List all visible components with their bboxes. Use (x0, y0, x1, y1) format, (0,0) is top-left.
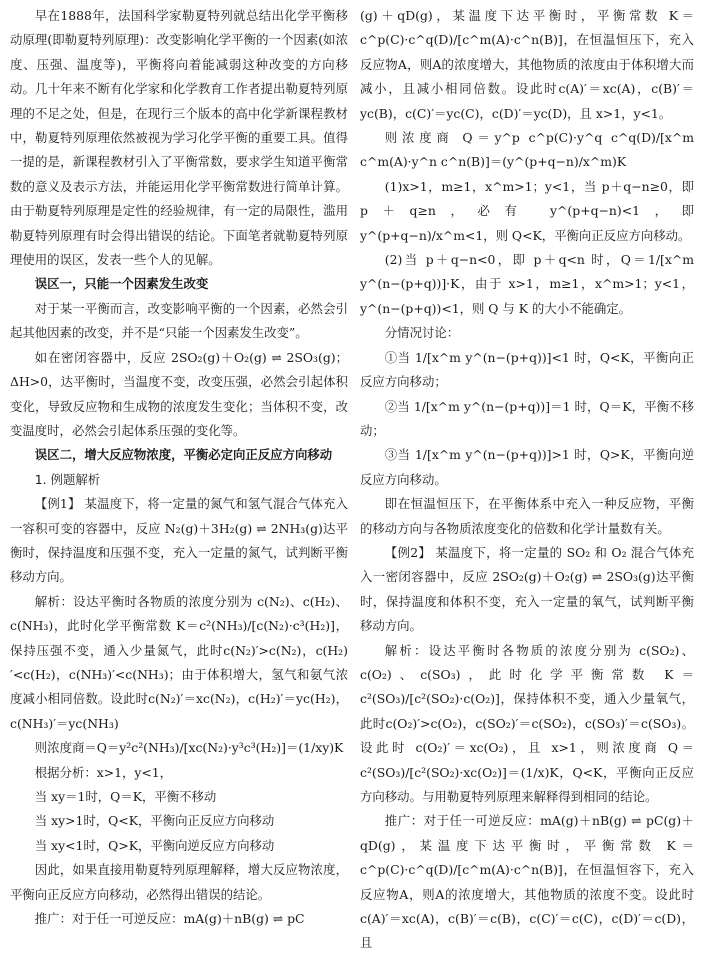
left-column-paragraph: 当 xy>1时，Q<K，平衡向正反应方向移动 (34, 813, 275, 829)
left-column-paragraph: 误区二，增大反应物浓度，平衡必定向正反应方向移动 (34, 447, 333, 463)
right-column-paragraph: ③当 1/[x^m y^(n−(p+q))]>1 时，Q>K，平衡向逆反应方向移动。 (360, 447, 694, 487)
right-column-paragraph: 推广：对于任一可逆反应：mA(g)＋nB(g) ⇌ pC(g)＋qD(g)，某温度下达平衡时，平衡常数 K＝c^p(C)·c^q(D)/[c^m(A)·c^n(B)]，在恒温恒容下，充入反应物A，则A的浓度增大，其他物质的浓度不变。设此时 c(A)′＝xc(A)，c(B)′＝c(B)，c(C)′＝c(C)，c(D)′＝c(D)，且 (360, 813, 694, 951)
left-column-paragraph: 误区一，只能一个因素发生改变 (34, 276, 209, 292)
right-column-paragraph: 即在恒温恒压下，在平衡体系中充入一种反应物，平衡的移动方向与各物质浓度变化的倍数和化学计量数有关。 (360, 496, 694, 536)
right-column-paragraph: (2)当 p＋q−n<0，即 p＋q<n 时，Q＝1/[x^m y^(n−(p+q))]·K，由于 x>1，m≥1，x^m>1；y<1，y^(n−(p+q))<1，则 Q 与 K 的大小不能确定。 (360, 252, 694, 316)
right-column-paragraph: ②当 1/[x^m y^(n−(p+q))]＝1 时，Q＝K，平衡不移动； (360, 398, 694, 438)
left-column (10, 4, 348, 931)
right-column-paragraph: 【例2】 某温度下，将一定量的 SO₂ 和 O₂ 混合气体充入一密闭容器中，反应 2SO₂(g)＋O₂(g) ⇌ 2SO₃(g)达平衡时，保持温度和体积不变，充入一定量的氧气，试判断平衡移动方向。 (360, 544, 694, 634)
right-column-paragraph: 分情况讨论： (384, 325, 460, 341)
left-column-paragraph: 根据分析：x>1，y<1， (34, 764, 173, 780)
left-column-paragraph: 如在密闭容器中，反应 2SO₂(g)＋O₂(g) ⇌ 2SO₃(g)；ΔH>0，达平衡时，当温度不变，改变压强，必然会引起体积变化，导致反应物和生成物的浓度发生变化；当体积不变，改变温度时，必然会引起体系压强的变化等。 (10, 349, 348, 438)
right-column-paragraph: (g)＋qD(g)，某温度下达平衡时，平衡常数 K＝c^p(C)·c^q(D)/[c^m(A)·c^n(B)]，在恒温恒压下，充入反应物A，则A的浓度增大，其他物质的浓度由于体积增大而减小，且减小相同倍数。设此时c(A)′＝xc(A)，c(B)′＝yc(B)，c(C)′＝yc(C)，c(D)′＝yc(D)，且 x>1，y<1。 (360, 8, 694, 121)
right-column-paragraph: 解析：设达平衡时各物质的浓度分别为 c(SO₂)、c(O₂)、c(SO₃)，此时化学平衡常数 K＝c²(SO₃)/[c²(SO₂)·c(O₂)]，保持体积不变，通入少量氧气，此时c(O₂)′>c(O₂)，c(SO₂)′＝c(SO₂)，c(SO₃)′＝c(SO₃)。设此时 c(O₂)′＝xc(O₂)，且 x>1，则浓度商 Q＝c²(SO₃)/[c²(SO₂)·xc(O₂)]＝(1/x)K，Q<K，平衡向正反应方向移动。与用勒夏特列原理来解释得到相同的结论。 (360, 642, 694, 804)
left-column-paragraph: 当 xy<1时，Q>K，平衡向逆反应方向移动 (34, 837, 275, 853)
left-column-paragraph: 对于某一平衡而言，改变影响平衡的一个因素，必然会引起其他因素的改变，并不是“只能一个因素发生改变”。 (10, 300, 348, 341)
right-column-paragraph: ①当 1/[x^m y^(n−(p+q))]<1 时，Q<K，平衡向正反应方向移动； (360, 349, 694, 390)
left-column-paragraph: 解析：设达平衡时各物质的浓度分别为 c(N₂)、c(H₂)、c(NH₃)，此时化学平衡常数 K＝c²(NH₃)/[c(N₂)·c³(H₂)]，保持压强不变，通入少量氮气，此时c(N₂)′>c(N₂)，c(H₂)′<c(H₂)，c(NH₃)′<c(NH₃)；由于体积增大，氢气和氨气浓度减小相同倍数。设此时c(N₂)′＝xc(N₂)，c(H₂)′＝yc(H₂)，c(NH₃)′＝yc(NH₃) (10, 593, 348, 731)
right-column-paragraph: 则浓度商 Q＝y^p c^p(C)·y^q c^q(D)/[x^m c^m(A)·y^n c^n(B)]＝(y^(p+q−n)/x^m)K (360, 130, 694, 170)
left-column-paragraph: 1. 例题解析 (34, 471, 101, 487)
right-column (360, 4, 694, 956)
right-column-paragraph: (1)x>1，m≥1，x^m>1；y<1，当 p＋q−n≥0，即 p＋q≥n，必有 y^(p+q−n)<1，即 y^(p+q−n)/x^m<1，则 Q<K，平衡向正反应方向移动。 (360, 178, 694, 243)
left-column-paragraph: 早在1888年，法国科学家勒夏特列就总结出化学平衡移动原理(即勒夏特列原理)：改变影响化学平衡的一个因素(如浓度、压强、温度等)，平衡将向着能减弱这种改变的方向移动。几十年来不断有化学家和化学教育工作者提出勒夏特列原理的不足之处，但是，在现行三个版本的高中化学新课程教材中，勒夏特列原理依然被视为学习化学平衡的重要工具。值得一提的是，新课程教材引入了平衡常数，要求学生知道平衡常数的意义及表示方法，并能运用化学平衡常数进行简单计算。由于勒夏特列原理是定性的经验规律，有一定的局限性，滥用勒夏特列原理有时会得出错误的结论。下面笔者就勒夏特列原理使用的误区，发表一些个人的见解。 (10, 8, 348, 268)
left-column-paragraph: 【例1】 某温度下，将一定量的氮气和氢气混合气体充入一容积可变的容器中，反应 N₂(g)＋3H₂(g) ⇌ 2NH₃(g)达平衡时，保持温度和压强不变，充入一定量的氮气，试判断平衡移动方向。 (10, 496, 348, 585)
left-column-paragraph: 则浓度商＝Q＝y²c²(NH₃)/[xc(N₂)·y³c³(H₂)]＝(1/xy)K (34, 740, 344, 756)
left-column-paragraph: 推广：对于任一可逆反应：mA(g)＋nB(g) ⇌ pC (34, 911, 305, 927)
left-column-paragraph: 因此，如果直接用勒夏特列原理解释，增大反应物浓度，平衡向正反应方向移动，必然得出错误的结论。 (10, 862, 348, 902)
left-column-paragraph: 当 xy＝1时，Q＝K，平衡不移动 (34, 789, 217, 804)
